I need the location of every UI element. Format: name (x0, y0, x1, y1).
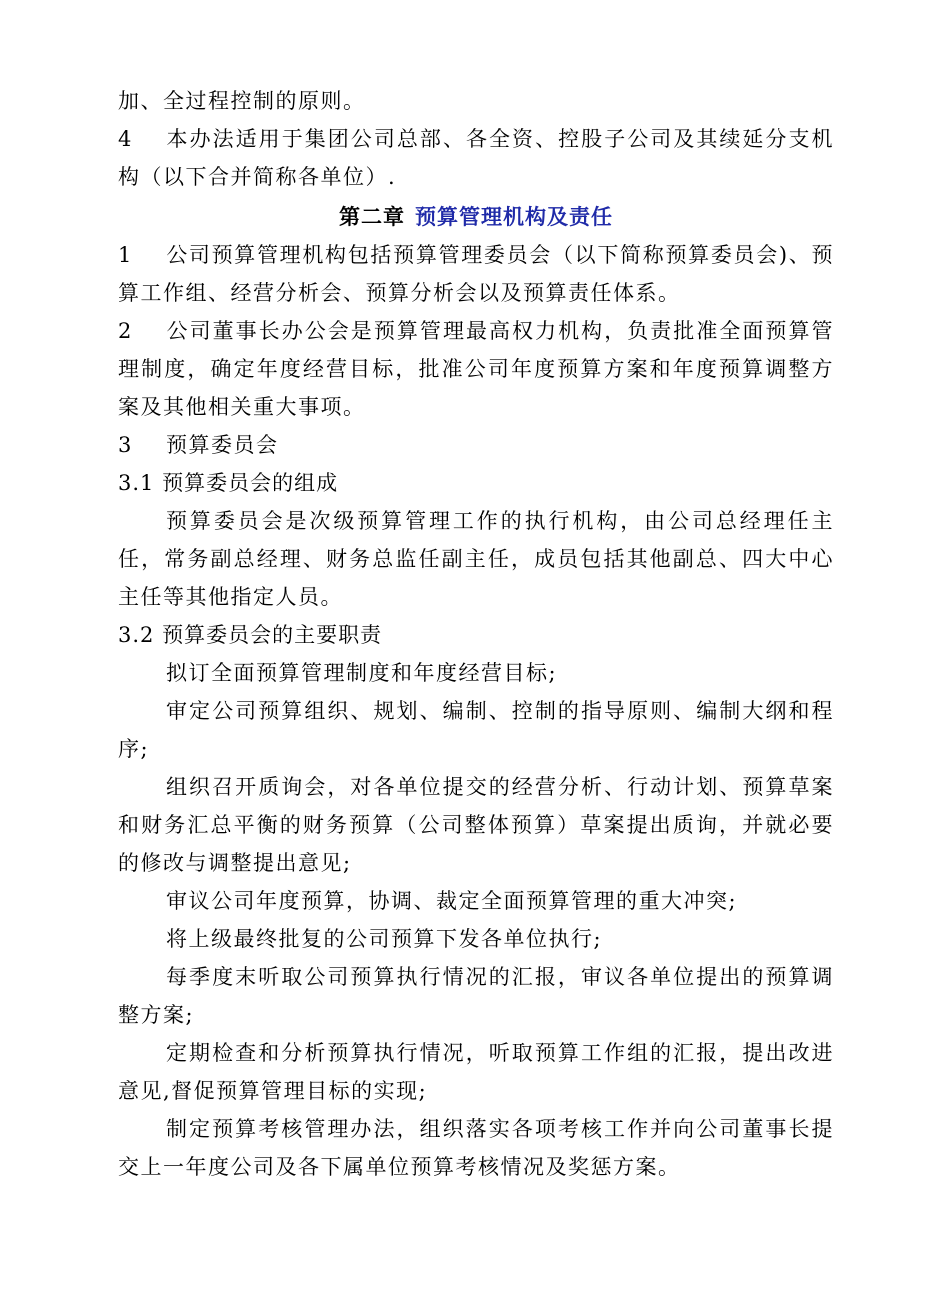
clause-text: 公司董事长办公会是预算管理最高权力机构，负责批准全面预算管理制度，确定年度经营目标，批准公司年度预算方案和年度预算调整方案及其他相关重大事项。 (118, 319, 834, 419)
section-3-2-heading: 3.2 预算委员会的主要职责 (118, 623, 383, 647)
duty-item: 组织召开质询会，对各单位提交的经营分析、行动计划、预算草案和财务汇总平衡的财务预算（公司整体预算）草案提出质询，并就必要的修改与调整提出意见; (118, 775, 834, 875)
clause-number: 2 (118, 319, 132, 343)
clause-text: 本办法适用于集团公司总部、各全资、控股子公司及其续延分支机构（以下合并简称各单位）. (118, 127, 834, 189)
duty-item: 将上级最终批复的公司预算下发各单位执行; (166, 927, 603, 951)
paragraph-continuation: 加、全过程控制的原则。 (118, 89, 366, 113)
chapter-heading (118, 196, 834, 236)
clause-3 (118, 426, 834, 464)
clause-number: 4 (118, 127, 132, 151)
clause-1 (118, 236, 834, 312)
chapter-title: 预算管理机构及责任 (415, 204, 613, 229)
duty-item: 定期检查和分析预算执行情况，听取预算工作组的汇报，提出改进意见,督促预算管理目标的实现; (118, 1041, 834, 1103)
duty-item: 审议公司年度预算，协调、裁定全面预算管理的重大冲突; (166, 889, 738, 913)
section-3-1-body: 预算委员会是次级预算管理工作的执行机构，由公司总经理任主任，常务副总经理、财务总监任副主任，成员包括其他副总、四大中心主任等其他指定人员。 (118, 509, 834, 609)
clause-text: 公司预算管理机构包括预算管理委员会（以下简称预算委员会)、预算工作组、经营分析会、预算分析会以及预算责任体系。 (118, 243, 834, 305)
duty-item: 每季度末听取公司预算执行情况的汇报，审议各单位提出的预算调整方案; (118, 965, 834, 1027)
duty-item: 审定公司预算组织、规划、编制、控制的指导原则、编制大纲和程序; (118, 699, 834, 761)
duty-item: 拟订全面预算管理制度和年度经营目标; (166, 661, 558, 685)
document-page (118, 82, 834, 1186)
duty-item: 制定预算考核管理办法，组织落实各项考核工作并向公司董事长提交上一年度公司及各下属单位预算考核情况及奖惩方案。 (118, 1117, 834, 1179)
clause-number: 3 (118, 433, 132, 457)
section-3-1-heading: 3.1 预算委员会的组成 (118, 471, 339, 495)
clause-4 (118, 120, 834, 196)
chapter-label: 第二章 (339, 204, 405, 229)
clause-text: 预算委员会 (166, 433, 279, 457)
clause-2 (118, 312, 834, 426)
clause-number: 1 (118, 243, 132, 267)
